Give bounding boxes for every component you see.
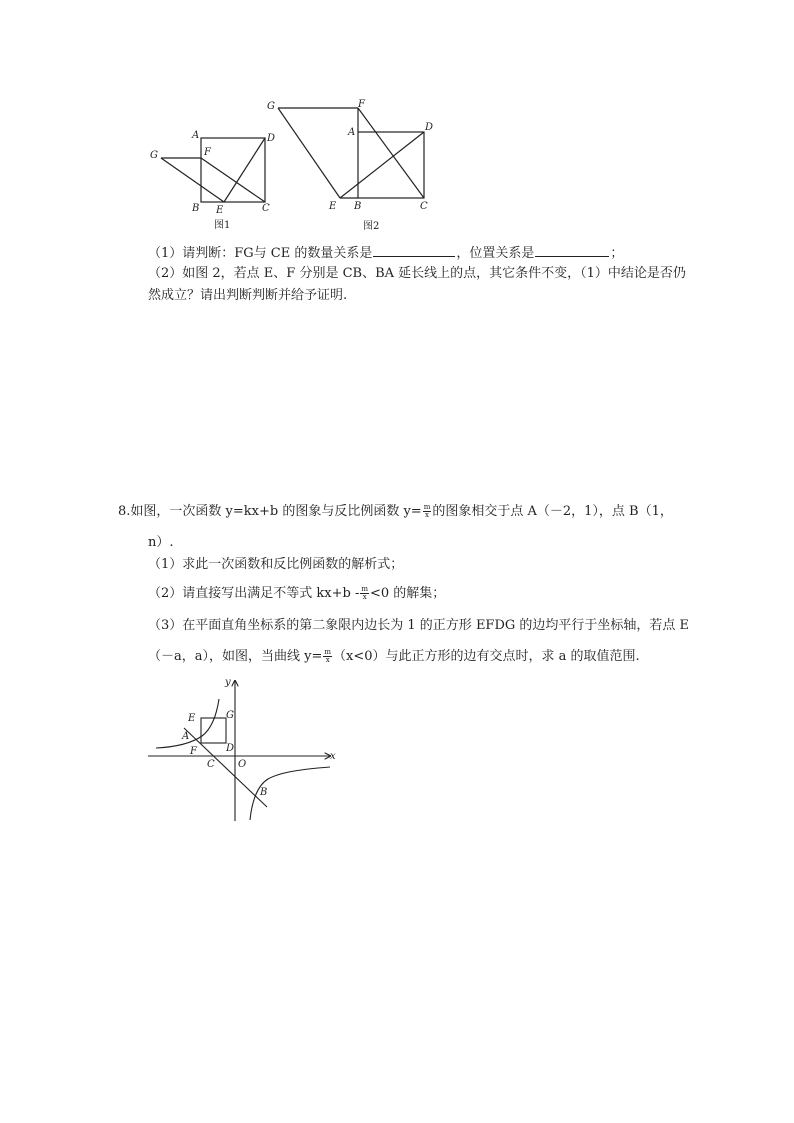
fig1-label-c: C [262,203,270,214]
frac-numerator: m [423,503,431,511]
q8-part2-text-a: （2）请直接写出满足不等式 kx+b - [148,586,360,601]
fig2-label-c: C [420,201,428,212]
q8-frac-m-over-x-2 [360,586,369,601]
q7-part2-line1: （2）如图 2，若点 E、F 分别是 CB、BA 延长线上的点，其它条件不变，（1）中结论是否仍 [148,266,686,281]
q8-frac-m-over-x [423,504,432,519]
fig3-label-x: x [330,751,336,762]
q7-part1-text-b: ，位置关系是 [456,246,535,261]
q7-part2-line2: 然成立？请出判断判断并给予证明. [148,288,348,303]
frac-denominator: x [362,593,367,601]
q8-part1: （1）求此一次函数和反比例函数的解析式； [148,557,404,572]
fig2-label-a: A [348,127,356,138]
q8-frac-m-over-x-3 [323,649,332,664]
frac-numerator: m [324,648,332,656]
fig1-label-f: F [204,147,211,158]
q8-intro-text-a: 8.如图，一次函数 y=kx+b 的图象与反比例函数 y= [118,504,422,519]
fig2-label-d: D [425,122,434,133]
q8-intro [118,504,673,520]
fig3-label-d: D [226,743,235,754]
fig1-caption: 图1 [214,220,231,231]
fig1-label-g: G [150,150,158,161]
figure-1 [148,122,276,236]
fig2-segment-ge [278,108,340,198]
fig2-caption: 图2 [363,221,380,232]
fig1-label-a: A [192,130,200,141]
fig1-segment-ed [224,138,265,202]
frac-denominator: x [425,511,429,519]
fig1-label-b: B [192,203,200,214]
q7-blank-position[interactable] [535,244,609,257]
fig2-segment-ed [340,132,424,198]
q8-intro-text-b: 的图象相交于点 A（－2，1），点 B（1， [432,504,673,519]
fig1-label-e: E [216,205,224,216]
q8-part3-line2 [148,649,640,665]
figure-3 [146,675,338,821]
fig3-label-b: B [260,787,268,798]
fig2-label-f: F [358,99,365,110]
frac-denominator: x [325,656,330,664]
q8-part3-text-a: （－a，a），如图，当曲线 y= [148,649,323,664]
fig1-label-d: D [267,133,276,144]
q8-part3-text-b: （x<0）与此正方形的边有交点时，求 a 的取值范围. [333,649,640,664]
fig2-label-e: E [329,201,337,212]
fig3-label-y: y [225,677,231,688]
q8-part2 [148,586,445,602]
fig2-segment-fc [358,108,424,198]
fig3-label-o: O [238,759,247,770]
q8-intro-cont: n）. [148,535,174,550]
fig2-label-b: B [354,201,362,212]
q7-part1-text-c: ； [610,246,624,261]
fig3-label-f: F [190,746,197,757]
figure-2 [262,96,438,238]
q7-part1 [148,244,623,262]
fig3-label-c: C [207,759,215,770]
q8-part3-line1: （3）在平面直角坐标系的第二象限内边长为 1 的正方形 EFDG 的边均平行于坐标轴，若点 E [148,618,690,633]
frac-numerator: m [361,585,368,593]
q8-part2-text-b: <0 的解集； [370,586,446,601]
q7-part1-text-a: （1）请判断：FG与 CE 的数量关系是 [148,246,373,261]
fig1-segment-fc [201,158,265,202]
fig2-label-g: G [267,101,275,112]
square-efdg [201,718,226,743]
q7-blank-quantity[interactable] [373,244,455,257]
fig1-segment-ge [161,158,224,202]
fig3-label-e: E [188,713,196,724]
fig2-square-abcd [358,132,424,198]
fig3-label-g: G [226,710,234,721]
fig3-label-a: A [182,731,190,742]
